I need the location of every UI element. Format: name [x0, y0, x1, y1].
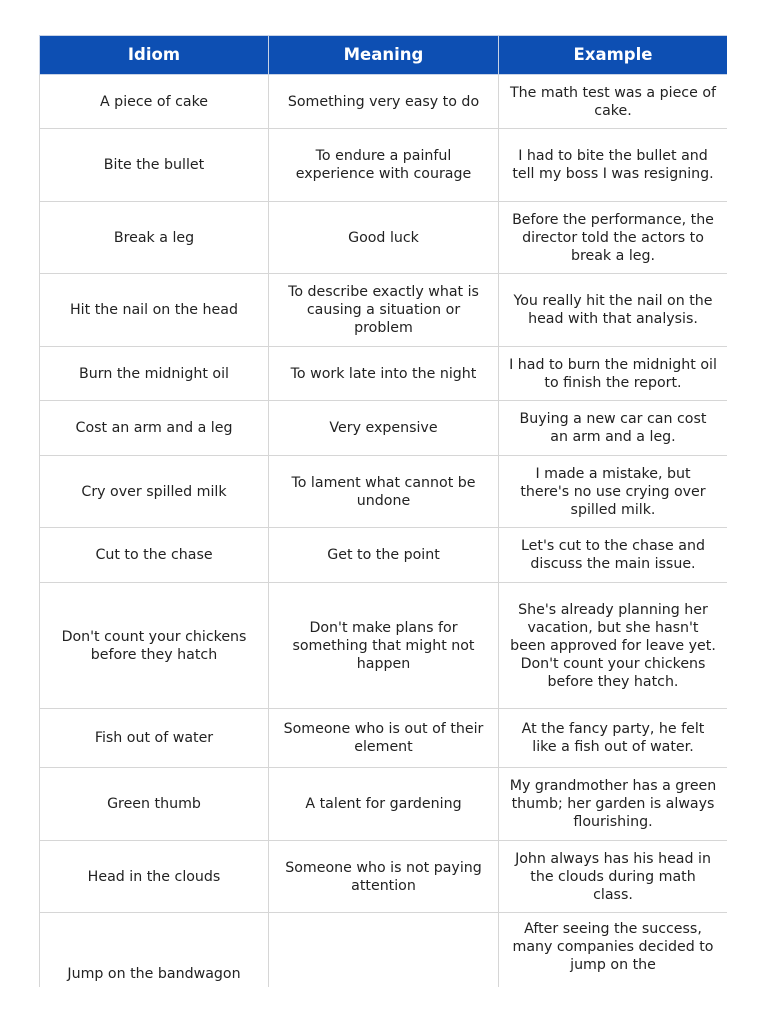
table-row: [40, 709, 728, 768]
idiom-cell: Fish out of water: [40, 709, 269, 768]
idiom-cell: Burn the midnight oil: [40, 347, 269, 401]
meaning-cell: Get to the point: [269, 528, 499, 583]
table-header-row: [40, 36, 728, 75]
meaning-cell: To describe exactly what is causing a situation or problem: [269, 274, 499, 347]
idiom-cell: Hit the nail on the head: [40, 274, 269, 347]
example-cell: After seeing the success, many companies decided to jump on the: [499, 913, 728, 988]
idiom-cell: Cry over spilled milk: [40, 456, 269, 528]
idioms-table-container: [39, 35, 727, 987]
meaning-cell: Good luck: [269, 202, 499, 274]
example-cell: I had to bite the bullet and tell my boss I was resigning.: [499, 129, 728, 202]
meaning-cell: Someone who is out of their element: [269, 709, 499, 768]
idiom-cell: Cost an arm and a leg: [40, 401, 269, 456]
meaning-cell: Very expensive: [269, 401, 499, 456]
example-cell: I made a mistake, but there's no use crying over spilled milk.: [499, 456, 728, 528]
example-cell: Before the performance, the director told the actors to break a leg.: [499, 202, 728, 274]
meaning-cell: To endure a painful experience with courage: [269, 129, 499, 202]
table-row: [40, 274, 728, 347]
meaning-cell: [269, 913, 499, 988]
idiom-cell: Green thumb: [40, 768, 269, 841]
example-cell: The math test was a piece of cake.: [499, 75, 728, 129]
idiom-cell: Cut to the chase: [40, 528, 269, 583]
table-row: [40, 456, 728, 528]
table-row: [40, 202, 728, 274]
example-cell: My grandmother has a green thumb; her garden is always flourishing.: [499, 768, 728, 841]
idiom-cell: Jump on the bandwagon: [40, 913, 269, 988]
example-cell: She's already planning her vacation, but she hasn't been approved for leave yet. Don't count your chickens before they hatch.: [499, 583, 728, 709]
example-cell: John always has his head in the clouds during math class.: [499, 841, 728, 913]
table-row: [40, 75, 728, 129]
table-row: [40, 583, 728, 709]
idioms-table: [39, 35, 727, 987]
header-example: Example: [499, 36, 728, 75]
meaning-cell: Don't make plans for something that might not happen: [269, 583, 499, 709]
meaning-cell: Someone who is not paying attention: [269, 841, 499, 913]
example-cell: At the fancy party, he felt like a fish out of water.: [499, 709, 728, 768]
meaning-cell: To work late into the night: [269, 347, 499, 401]
example-cell: Let's cut to the chase and discuss the main issue.: [499, 528, 728, 583]
header-meaning: Meaning: [269, 36, 499, 75]
table-row: [40, 528, 728, 583]
meaning-cell: To lament what cannot be undone: [269, 456, 499, 528]
idiom-cell: A piece of cake: [40, 75, 269, 129]
header-idiom: Idiom: [40, 36, 269, 75]
idiom-cell: Break a leg: [40, 202, 269, 274]
meaning-cell: Something very easy to do: [269, 75, 499, 129]
table-row: [40, 768, 728, 841]
table-row: [40, 129, 728, 202]
idiom-cell: Head in the clouds: [40, 841, 269, 913]
table-row: [40, 401, 728, 456]
table-row: [40, 841, 728, 913]
idiom-cell: Don't count your chickens before they hatch: [40, 583, 269, 709]
table-row: [40, 347, 728, 401]
example-cell: I had to burn the midnight oil to finish the report.: [499, 347, 728, 401]
table-row: [40, 913, 728, 988]
example-cell: You really hit the nail on the head with that analysis.: [499, 274, 728, 347]
meaning-cell: A talent for gardening: [269, 768, 499, 841]
idiom-cell: Bite the bullet: [40, 129, 269, 202]
example-cell: Buying a new car can cost an arm and a leg.: [499, 401, 728, 456]
